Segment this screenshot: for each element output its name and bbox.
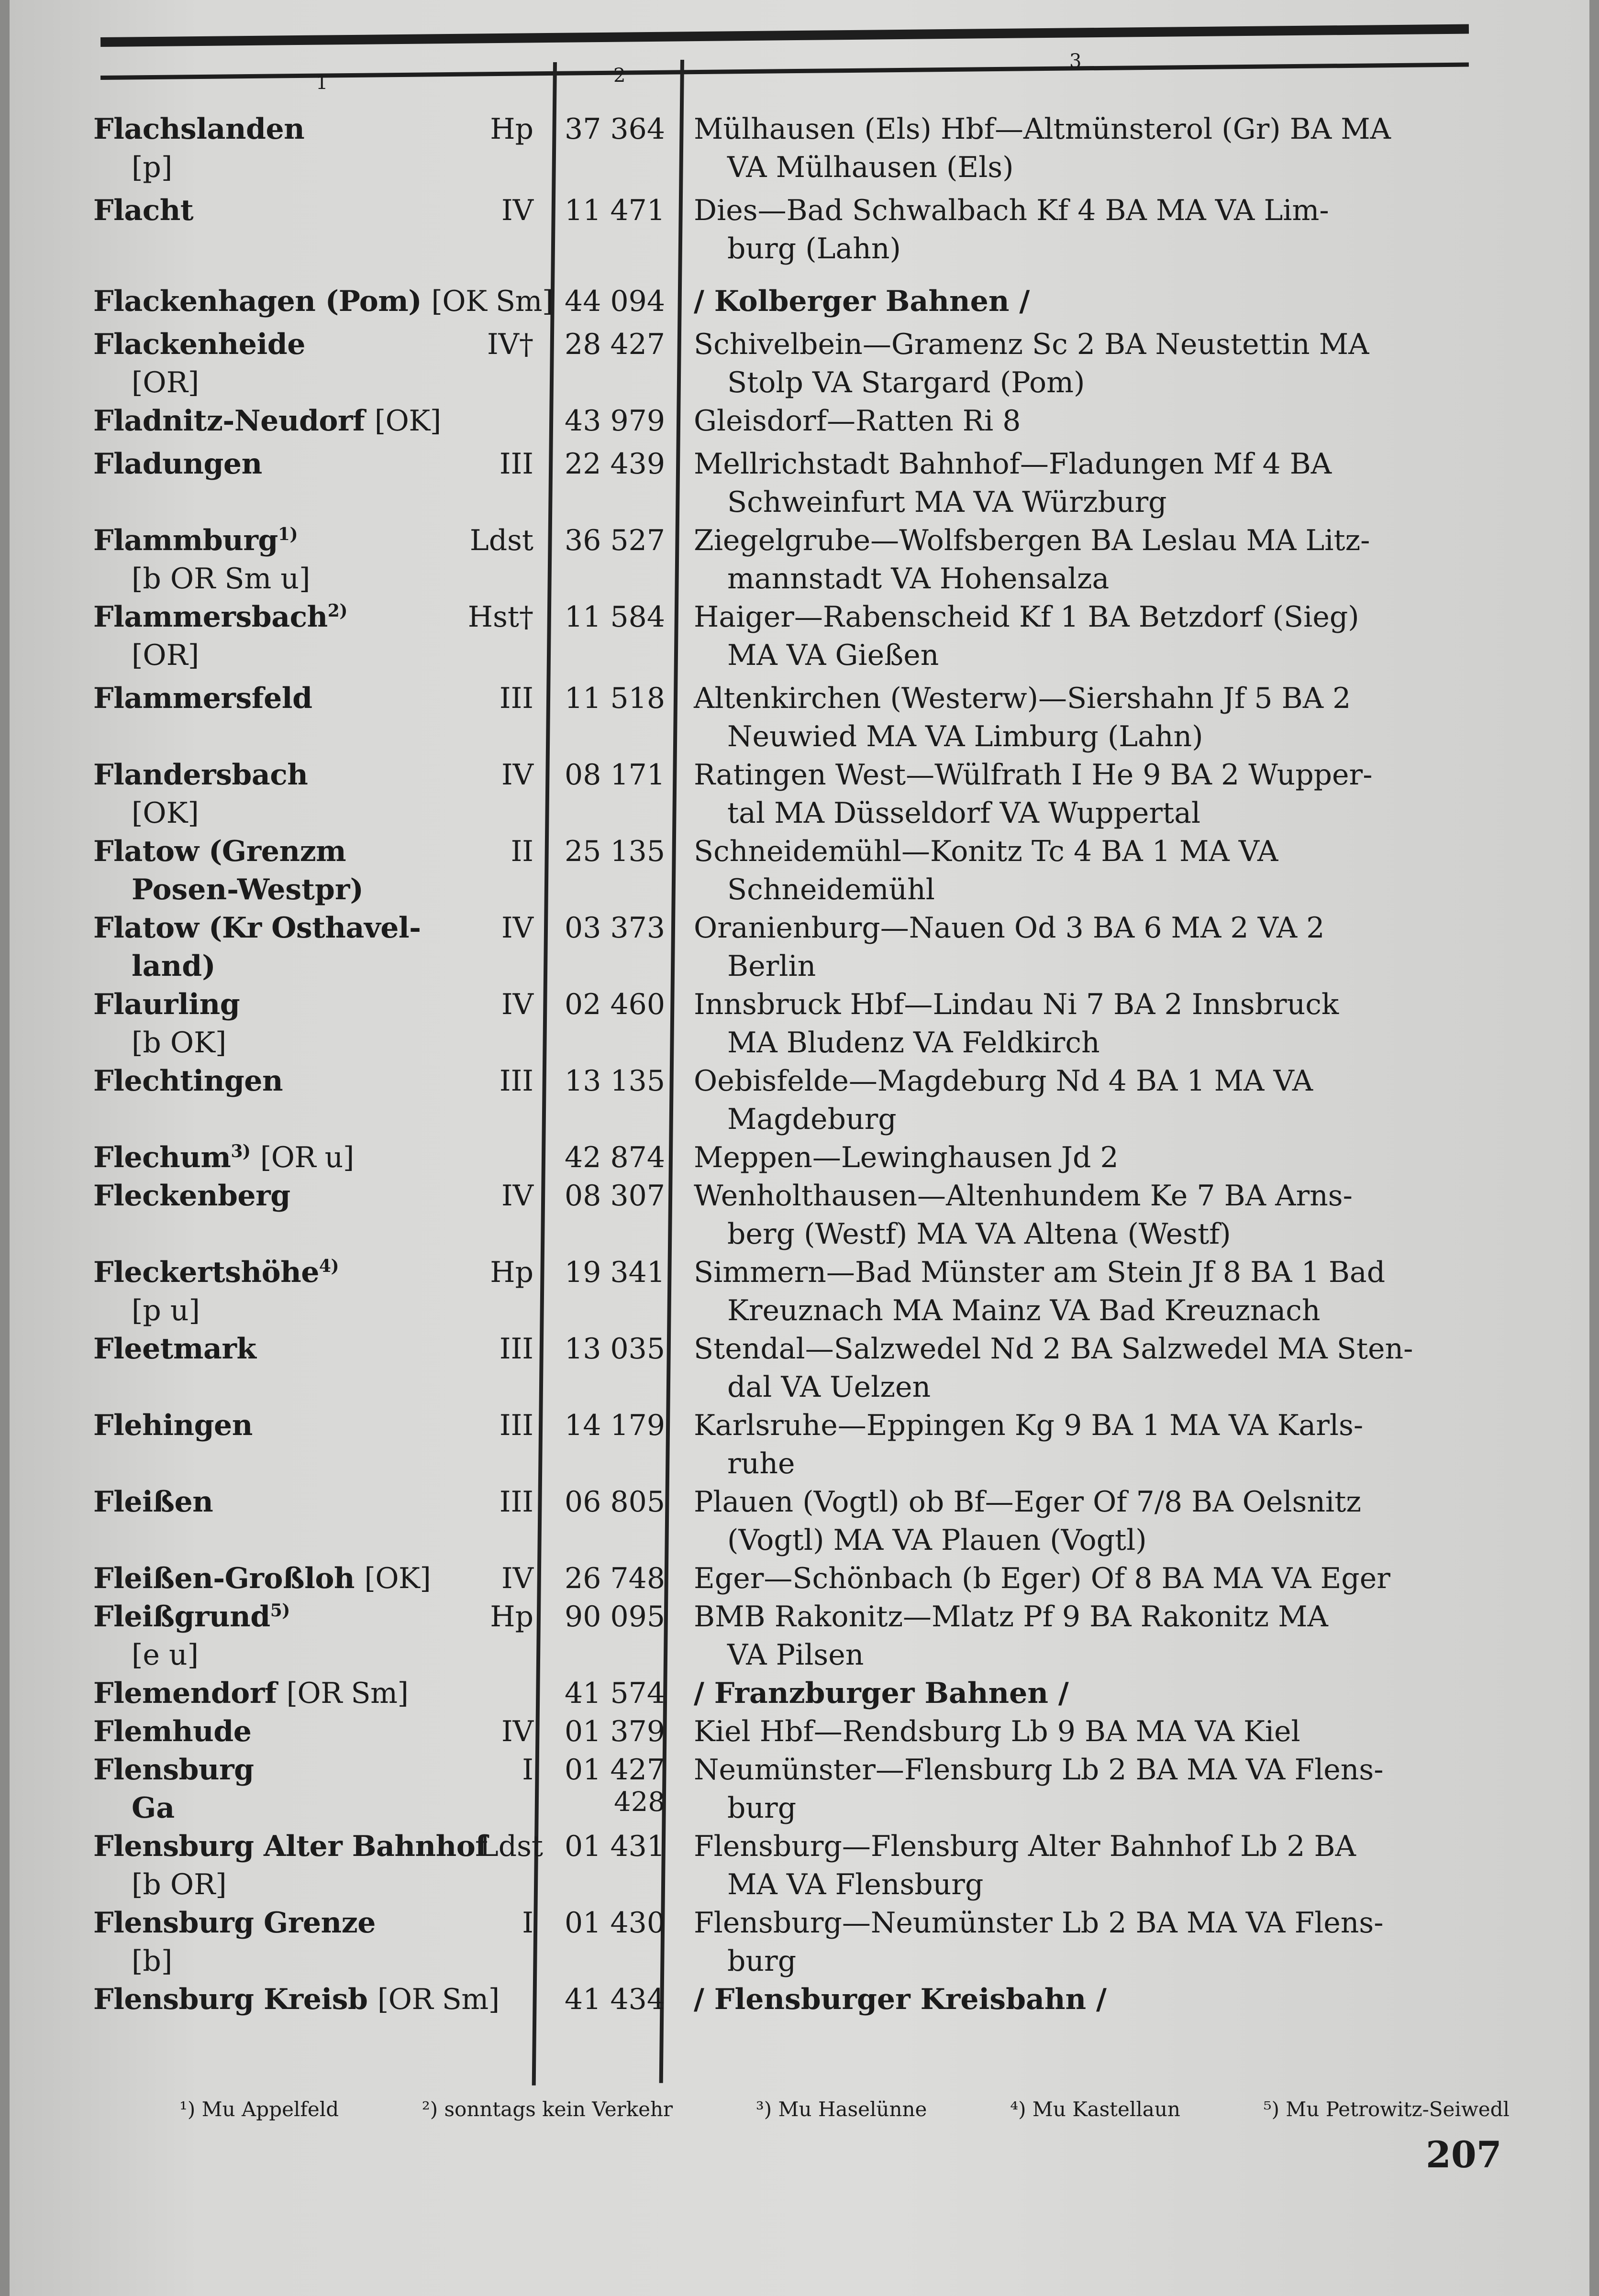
station-name-text: Flammersfeld bbox=[93, 682, 312, 715]
route-line-2: Schneidemühl bbox=[727, 873, 935, 906]
route-line-1: / Kolberger Bahnen / bbox=[694, 285, 1030, 318]
route-description bbox=[694, 832, 1478, 909]
route-line-1: Ziegelgrube—Wolfsbergen BA Leslau MA Litz- bbox=[694, 524, 1370, 557]
route-line-2: dal VA Uelzen bbox=[727, 1370, 931, 1404]
footnote-ref: 1) bbox=[278, 524, 298, 544]
route-line-1: Plauen (Vogtl) ob Bf—Eger Of 7/8 BA Oelsnitz bbox=[694, 1485, 1361, 1519]
station-class: III bbox=[499, 1485, 533, 1519]
station-number: 44 094 bbox=[565, 285, 665, 318]
station-code: [OK Sm] bbox=[431, 285, 553, 318]
route-line-2: Stolp VA Stargard (Pom) bbox=[727, 366, 1085, 399]
route-description bbox=[694, 1406, 1478, 1483]
station-name-text: Flehingen bbox=[93, 1409, 253, 1442]
station-class: II bbox=[511, 835, 533, 868]
route-line-1: Flensburg—Neumünster Lb 2 BA MA VA Flens- bbox=[694, 1906, 1384, 1940]
route-line-2: Neuwied MA VA Limburg (Lahn) bbox=[727, 720, 1203, 753]
route-line-1: Innsbruck Hbf—Lindau Ni 7 BA 2 Innsbruck bbox=[694, 988, 1339, 1021]
station-class: IV bbox=[501, 1562, 533, 1595]
station-name-text: Flackenhagen (Pom) bbox=[93, 285, 422, 318]
route-description bbox=[694, 1827, 1478, 1904]
station-number: 37 364 bbox=[565, 112, 665, 146]
route-line-2: Kreuznach MA Mainz VA Bad Kreuznach bbox=[727, 1294, 1321, 1327]
route-description bbox=[694, 1138, 1478, 1177]
route-line-1: Altenkirchen (Westerw)—Siershahn Jf 5 BA 2 bbox=[694, 682, 1351, 715]
route-description bbox=[694, 1177, 1478, 1253]
station-name-line2: [b OR] bbox=[132, 1868, 227, 1901]
route-description bbox=[694, 1904, 1478, 1980]
station-class: I bbox=[522, 1753, 533, 1787]
route-line-1: Oranienburg—Nauen Od 3 BA 6 MA 2 VA 2 bbox=[694, 911, 1325, 945]
station-class: III bbox=[499, 682, 533, 715]
station-name-line2: [e u] bbox=[132, 1638, 199, 1672]
route-description bbox=[694, 909, 1478, 985]
route-description bbox=[694, 445, 1478, 521]
station-number: 14 179 bbox=[565, 1409, 665, 1442]
route-line-2: berg (Westf) MA VA Altena (Westf) bbox=[727, 1217, 1231, 1251]
footnote-ref: 5) bbox=[270, 1601, 290, 1621]
station-name-text: Flatow (Grenzm bbox=[93, 835, 346, 868]
station-number: 41 434 bbox=[565, 1983, 665, 2016]
footnote-2: ²) sonntags kein Verkehr bbox=[422, 2097, 673, 2121]
route-line-2: Berlin bbox=[727, 949, 816, 983]
station-class: I bbox=[522, 1906, 533, 1940]
station-name-line2: land) bbox=[132, 949, 216, 983]
station-number: 08 307 bbox=[565, 1179, 665, 1213]
station-number: 01 430 bbox=[565, 1906, 665, 1940]
route-description bbox=[694, 1062, 1478, 1138]
station-name-text: Fleißen bbox=[93, 1485, 213, 1519]
station-number: 02 460 bbox=[565, 988, 665, 1021]
station-number: 11 518 bbox=[565, 682, 665, 715]
route-line-1: Ratingen West—Wülfrath I He 9 BA 2 Wupper- bbox=[694, 758, 1373, 792]
station-name bbox=[93, 402, 514, 440]
route-line-2: Schweinfurt MA VA Würzburg bbox=[727, 486, 1167, 519]
route-description bbox=[694, 1483, 1478, 1559]
station-name-line2: Ga bbox=[132, 1791, 175, 1825]
footnote-3: ³) Mu Haselünne bbox=[755, 2097, 927, 2121]
footnote-4: ⁴) Mu Kastellaun bbox=[1010, 2097, 1180, 2121]
route-line-1: Mülhausen (Els) Hbf—Altmünsterol (Gr) BA MA bbox=[694, 112, 1391, 146]
station-number: 42 874 bbox=[565, 1141, 665, 1174]
station-code: [OK] bbox=[374, 404, 441, 438]
route-description bbox=[694, 191, 1478, 268]
route-line-1: Neumünster—Flensburg Lb 2 BA MA VA Flens- bbox=[694, 1753, 1384, 1787]
footnote-ref: 2) bbox=[327, 601, 347, 621]
station-class: IV bbox=[501, 1715, 533, 1748]
station-name-text: Fleetmark bbox=[93, 1332, 256, 1366]
station-name-text: Flackenheide bbox=[93, 328, 305, 361]
station-number: 25 135 bbox=[565, 835, 665, 868]
station-name-text: Flatow (Kr Osthavel- bbox=[93, 911, 421, 945]
station-name-text: Flaurling bbox=[93, 988, 240, 1021]
station-number: 22 439 bbox=[565, 447, 665, 481]
footnote-1: ¹) Mu Appelfeld bbox=[179, 2097, 339, 2121]
station-name-text: Flemhude bbox=[93, 1715, 252, 1748]
route-description bbox=[694, 1330, 1478, 1406]
station-name-text: Flammersbach bbox=[93, 600, 328, 634]
route-line-1: Oebisfelde—Magdeburg Nd 4 BA 1 MA VA bbox=[694, 1064, 1313, 1098]
column-header-1: 1 bbox=[316, 72, 328, 94]
route-line-1: Eger—Schönbach (b Eger) Of 8 BA MA VA Eger bbox=[694, 1562, 1390, 1595]
station-number: 43 979 bbox=[565, 404, 665, 438]
route-description bbox=[694, 1980, 1478, 2019]
station-class: IV† bbox=[487, 328, 533, 361]
page-number: 207 bbox=[1426, 2133, 1502, 2176]
route-description bbox=[694, 1751, 1478, 1827]
station-number: 41 574 bbox=[565, 1677, 665, 1710]
route-line-1: Wenholthausen—Altenhundem Ke 7 BA Arns- bbox=[694, 1179, 1353, 1213]
route-line-1: Schivelbein—Gramenz Sc 2 BA Neustettin MA bbox=[694, 328, 1369, 361]
station-class: Hp bbox=[490, 1256, 533, 1289]
route-line-1: / Flensburger Kreisbahn / bbox=[694, 1983, 1107, 2016]
station-name-line2: [b] bbox=[132, 1944, 173, 1978]
station-code: [OK] bbox=[364, 1562, 431, 1595]
route-description bbox=[694, 1598, 1478, 1674]
station-class: Hst† bbox=[467, 600, 533, 634]
footnotes bbox=[179, 2097, 1510, 2121]
station-code: [OR Sm] bbox=[377, 1983, 500, 2016]
station-number: 01 427 bbox=[565, 1753, 665, 1787]
column-header-3: 3 bbox=[1069, 50, 1082, 72]
station-name-text: Flechtingen bbox=[93, 1064, 283, 1098]
route-description bbox=[694, 110, 1478, 187]
station-number: 01 379 bbox=[565, 1715, 665, 1748]
station-name-text: Fleckertshöhe bbox=[93, 1256, 319, 1289]
station-class: IV bbox=[501, 758, 533, 792]
route-description bbox=[694, 679, 1478, 756]
route-description bbox=[694, 756, 1478, 832]
route-line-2: Magdeburg bbox=[727, 1103, 897, 1136]
route-line-1: Karlsruhe—Eppingen Kg 9 BA 1 MA VA Karls- bbox=[694, 1409, 1364, 1442]
station-name-text: Flandersbach bbox=[93, 758, 308, 792]
station-number: 11 471 bbox=[565, 194, 665, 227]
route-line-2: VA Mülhausen (Els) bbox=[727, 151, 1014, 184]
station-name-text: Fleckenberg bbox=[93, 1179, 290, 1213]
station-name bbox=[93, 1674, 514, 1712]
station-name-text: Fleißgrund bbox=[93, 1600, 270, 1634]
station-class: III bbox=[499, 447, 533, 481]
route-line-2: MA VA Flensburg bbox=[727, 1868, 984, 1901]
route-line-2: MA Bludenz VA Feldkirch bbox=[727, 1026, 1100, 1060]
station-name-text: Fladnitz-Neudorf bbox=[93, 404, 365, 438]
station-name-text: Fleißen-Großloh bbox=[93, 1562, 355, 1595]
station-class: IV bbox=[501, 1179, 533, 1213]
station-name-line2: [p u] bbox=[132, 1294, 200, 1327]
station-number: 28 427 bbox=[565, 328, 665, 361]
station-number: 13 135 bbox=[565, 1064, 665, 1098]
station-class: Ldst bbox=[479, 1830, 543, 1863]
station-class: IV bbox=[501, 194, 533, 227]
route-line-1: Flensburg—Flensburg Alter Bahnhof Lb 2 BA bbox=[694, 1830, 1356, 1863]
station-code: [OR u] bbox=[260, 1141, 354, 1174]
column-header-2: 2 bbox=[613, 65, 626, 87]
station-name bbox=[93, 1980, 514, 2019]
station-number: 11 584 bbox=[565, 600, 665, 634]
route-description bbox=[694, 1674, 1478, 1712]
station-name-text: Fladungen bbox=[93, 447, 262, 481]
route-line-2: VA Pilsen bbox=[727, 1638, 864, 1672]
route-description bbox=[694, 521, 1478, 598]
station-number: 06 805 bbox=[565, 1485, 665, 1519]
route-line-2: burg bbox=[727, 1944, 797, 1978]
route-line-2: burg (Lahn) bbox=[727, 232, 901, 265]
station-class: III bbox=[499, 1409, 533, 1442]
station-name-line2: Posen-Westpr) bbox=[132, 873, 364, 906]
station-class: IV bbox=[501, 988, 533, 1021]
route-line-1: Haiger—Rabenscheid Kf 1 BA Betzdorf (Sieg) bbox=[694, 600, 1359, 634]
route-line-2: tal MA Düsseldorf VA Wuppertal bbox=[727, 796, 1201, 830]
station-name-line2: [OR] bbox=[132, 366, 200, 399]
station-name-line2: [p] bbox=[132, 151, 173, 184]
station-class: Ldst bbox=[469, 524, 533, 557]
route-line-2: mannstadt VA Hohensalza bbox=[727, 562, 1110, 596]
footnote-ref: 4) bbox=[319, 1256, 339, 1276]
station-name-text: Flammburg bbox=[93, 524, 278, 557]
route-description bbox=[694, 598, 1478, 674]
station-name-line2: [OK] bbox=[132, 796, 199, 830]
station-name-line2: [OR] bbox=[132, 639, 200, 672]
station-class: IV bbox=[501, 911, 533, 945]
station-name-text: Flensburg bbox=[93, 1753, 254, 1787]
route-line-1: Dies—Bad Schwalbach Kf 4 BA MA VA Lim- bbox=[694, 194, 1329, 227]
route-line-1: Simmern—Bad Münster am Stein Jf 8 BA 1 Bad bbox=[694, 1256, 1386, 1289]
station-number: 90 095 bbox=[565, 1600, 665, 1634]
station-class: III bbox=[499, 1332, 533, 1366]
station-class: Hp bbox=[490, 1600, 533, 1634]
station-name bbox=[93, 1138, 514, 1177]
station-number: 26 748 bbox=[565, 1562, 665, 1595]
route-line-1: BMB Rakonitz—Mlatz Pf 9 BA Rakonitz MA bbox=[694, 1600, 1328, 1634]
station-number: 19 341 bbox=[565, 1256, 665, 1289]
station-name-text: Flensburg Kreisb bbox=[93, 1983, 368, 2016]
station-number: 01 431 bbox=[565, 1830, 665, 1863]
route-description bbox=[694, 402, 1478, 440]
station-number: 13 035 bbox=[565, 1332, 665, 1366]
route-line-2: (Vogtl) MA VA Plauen (Vogtl) bbox=[727, 1523, 1147, 1557]
route-line-1: Mellrichstadt Bahnhof—Fladungen Mf 4 BA bbox=[694, 447, 1332, 481]
station-number-extra: 428 bbox=[614, 1787, 665, 1818]
station-number: 03 373 bbox=[565, 911, 665, 945]
station-name-text: Flensburg Alter Bahnhof bbox=[93, 1830, 488, 1863]
route-line-1: Kiel Hbf—Rendsburg Lb 9 BA MA VA Kiel bbox=[694, 1715, 1300, 1748]
route-description bbox=[694, 1253, 1478, 1330]
route-line-1: Stendal—Salzwedel Nd 2 BA Salzwedel MA Sten- bbox=[694, 1332, 1413, 1366]
route-line-2: ruhe bbox=[727, 1447, 795, 1480]
route-description bbox=[694, 282, 1478, 320]
station-name-line2: [b OR Sm u] bbox=[132, 562, 311, 596]
route-description bbox=[694, 325, 1478, 402]
route-line-1: Gleisdorf—Ratten Ri 8 bbox=[694, 404, 1021, 438]
station-name-line2: [b OK] bbox=[132, 1026, 227, 1060]
station-name-text: Flemendorf bbox=[93, 1677, 277, 1710]
station-class: III bbox=[499, 1064, 533, 1098]
route-line-2: burg bbox=[727, 1791, 797, 1825]
route-description bbox=[694, 1559, 1478, 1598]
route-line-1: Schneidemühl—Konitz Tc 4 BA 1 MA VA bbox=[694, 835, 1278, 868]
station-name-text: Flacht bbox=[93, 194, 194, 227]
station-number: 36 527 bbox=[565, 524, 665, 557]
station-number: 08 171 bbox=[565, 758, 665, 792]
route-line-1: Meppen—Lewinghausen Jd 2 bbox=[694, 1141, 1119, 1174]
route-description bbox=[694, 1712, 1478, 1751]
footnote-ref: 3) bbox=[231, 1141, 251, 1161]
station-name-text: Flechum bbox=[93, 1141, 231, 1174]
footnote-5: ⁵) Mu Petrowitz-Seiwedl bbox=[1263, 2097, 1510, 2121]
route-line-1: / Franzburger Bahnen / bbox=[694, 1677, 1069, 1710]
station-name bbox=[93, 282, 553, 320]
route-line-2: MA VA Gießen bbox=[727, 639, 939, 672]
station-class: Hp bbox=[490, 112, 533, 146]
station-code: [OR Sm] bbox=[286, 1677, 409, 1710]
station-name-text: Flensburg Grenze bbox=[93, 1906, 376, 1940]
station-name-text: Flachslanden bbox=[93, 112, 305, 146]
route-description bbox=[694, 985, 1478, 1062]
